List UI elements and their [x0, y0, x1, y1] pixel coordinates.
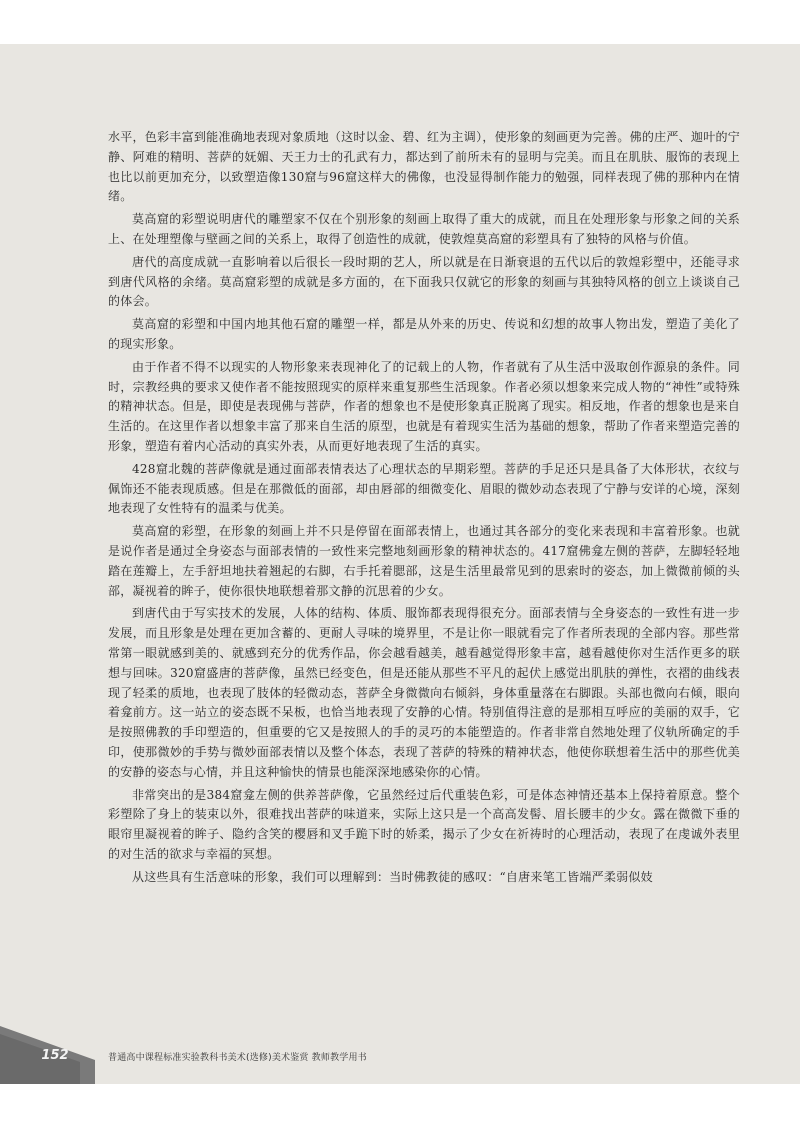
paragraph: 428窟北魏的菩萨像就是通过面部表情表达了心理状态的早期彩塑。菩萨的手足还只是具备了大体形状，衣纹与佩饰还不能表现质感。但是在那微低的面部，却由唇部的细微变化、眉眼的微妙动态表现了宁静与安详的心境，深刻地表现了女性特有的温柔与优美。	[108, 461, 740, 516]
body-text	[108, 128, 740, 890]
paragraph: 莫高窟的彩塑，在形象的刻画上并不只是停留在面部表情上，也通过其各部分的变化来表现和丰富着形象。也就是说作者是通过全身姿态与面部表情的一致性来完整地刻画形象的精神状态的。417窟佛龛左侧的菩萨，左脚轻轻地踏在莲瓣上，左手舒坦地扶着翘起的右脚，右手托着腮部，这是生活里最常见到的思索时的姿态，加上微微前倾的头部，凝视着的眸子，使你很快地联想着那文静的沉思着的少女。	[108, 524, 740, 598]
paragraph: 由于作者不得不以现实的人物形象来表现神化了的记载上的人物，作者就有了从生活中汲取创作源泉的条件。同时，宗教经典的要求又使作者不能按照现实的原样来重复那些生活现象。作者必须以想象来完成人物的“神性”或特殊的精神状态。但是，即使是表现佛与菩萨，作者的想象也不是使形象真正脱离了现实。相反地，作者的想象也是来自生活的。在这里作者以想象丰富了那来自生活的原型，也就是有着现实生活为基础的想象，帮助了作者来塑造完善的形象，塑造有着内心活动的真实外表，从而更好地表现了生活的真实。	[108, 359, 740, 453]
paragraph: 唐代的高度成就一直影响着以后很长一段时期的艺人，所以就是在日渐衰退的五代以后的敦煌彩塑中，还能寻求到唐代风格的余绪。莫高窟彩塑的成就是多方面的，在下面我只仅就它的形象的刻画与其独特风格的创立上谈谈自己的体会。	[108, 254, 740, 309]
paragraph: 非常突出的是384窟龛左侧的供养菩萨像，它虽然经过后代重装色彩，可是体态神情还基本上保持着原意。整个彩塑除了身上的装束以外，很难找出菩萨的味道来，实际上这只是一个高高发髻、眉长腰丰的少女。露在微微下垂的眼帘里凝视着的眸子、隐约含笑的樱唇和叉手跪下时的娇柔，揭示了少女在祈祷时的心理活动，表现了在虔诚外表里的对生活的欲求与幸福的冥想。	[108, 787, 740, 861]
paragraph: 莫高窟的彩塑说明唐代的雕塑家不仅在个别形象的刻画上取得了重大的成就，而且在处理形象与形象之间的关系上、在处理塑像与壁画之间的关系上，取得了创造性的成就，使敦煌莫高窟的彩塑具有了独特的风格与价值。	[108, 212, 740, 246]
paragraph: 莫高窟的彩塑和中国内地其他石窟的雕塑一样，都是从外来的历史、传说和幻想的故事人物出发，塑造了美化了的现实形象。	[108, 317, 740, 351]
scan-bottom-margin	[0, 1084, 800, 1130]
scan-top-margin	[0, 0, 800, 44]
page-number: 152	[41, 1048, 69, 1063]
paragraph: 水平，色彩丰富到能准确地表现对象质地（这时以金、碧、红为主调），使形象的刻画更为完善。佛的庄严、迦叶的宁静、阿难的精明、菩萨的妩媚、天王力士的孔武有力，都达到了前所未有的显明与完美。而且在肌肤、服饰的表现上也比以前更加充分，以致塑造像130窟与96窟这样大的佛像，也没显得制作能力的勉强，同样表现了佛的那种内在情绪。	[108, 130, 740, 204]
book-title-footer: 普通高中课程标准实验教科书美术(选修)美术鉴赏 教师教学用书	[108, 1053, 367, 1063]
paragraph: 到唐代由于写实技术的发展，人体的结构、体质、服饰都表现得很充分。面部表情与全身姿态的一致性有进一步发展，而且形象是处理在更加含蓄的、更耐人寻味的境界里，不是让你一眼就看完了作者所表现的全部内容。那些常常第一眼就感到美的、就感到充分的优秀作品，你会越看越美，越看越觉得形象丰富，越看越使你对生活作更多的联想与回味。320窟盛唐的菩萨像，虽然已经变色，但是还能从那些不平凡的起伏上感觉出肌肤的弹性，衣褶的曲线表现了轻柔的质地，也表现了肢体的轻微动态，菩萨全身微微向右倾斜，身体重量落在右脚跟。头部也微向右倾，眼向着龛前方。这一站立的姿态既不呆板，也恰当地表现了安静的心情。特别值得注意的是那相互呼应的美丽的双手，它是按照佛教的手印塑造的，但重要的它又是按照人的手的灵巧的本能塑造的。作者非常自然地处理了仪轨所确定的手印，使那微妙的手势与微妙面部表情以及整个体态，表现了菩萨的特殊的精神状态，他使你联想着生活中的那些优美的安静的姿态与心情，并且这种愉快的情景也能深深地感染你的心情。	[108, 606, 740, 779]
paragraph: 从这些具有生活意味的形象，我们可以理解到：当时佛教徒的感叹：“自唐来笔工皆端严柔弱似妓	[132, 869, 653, 884]
